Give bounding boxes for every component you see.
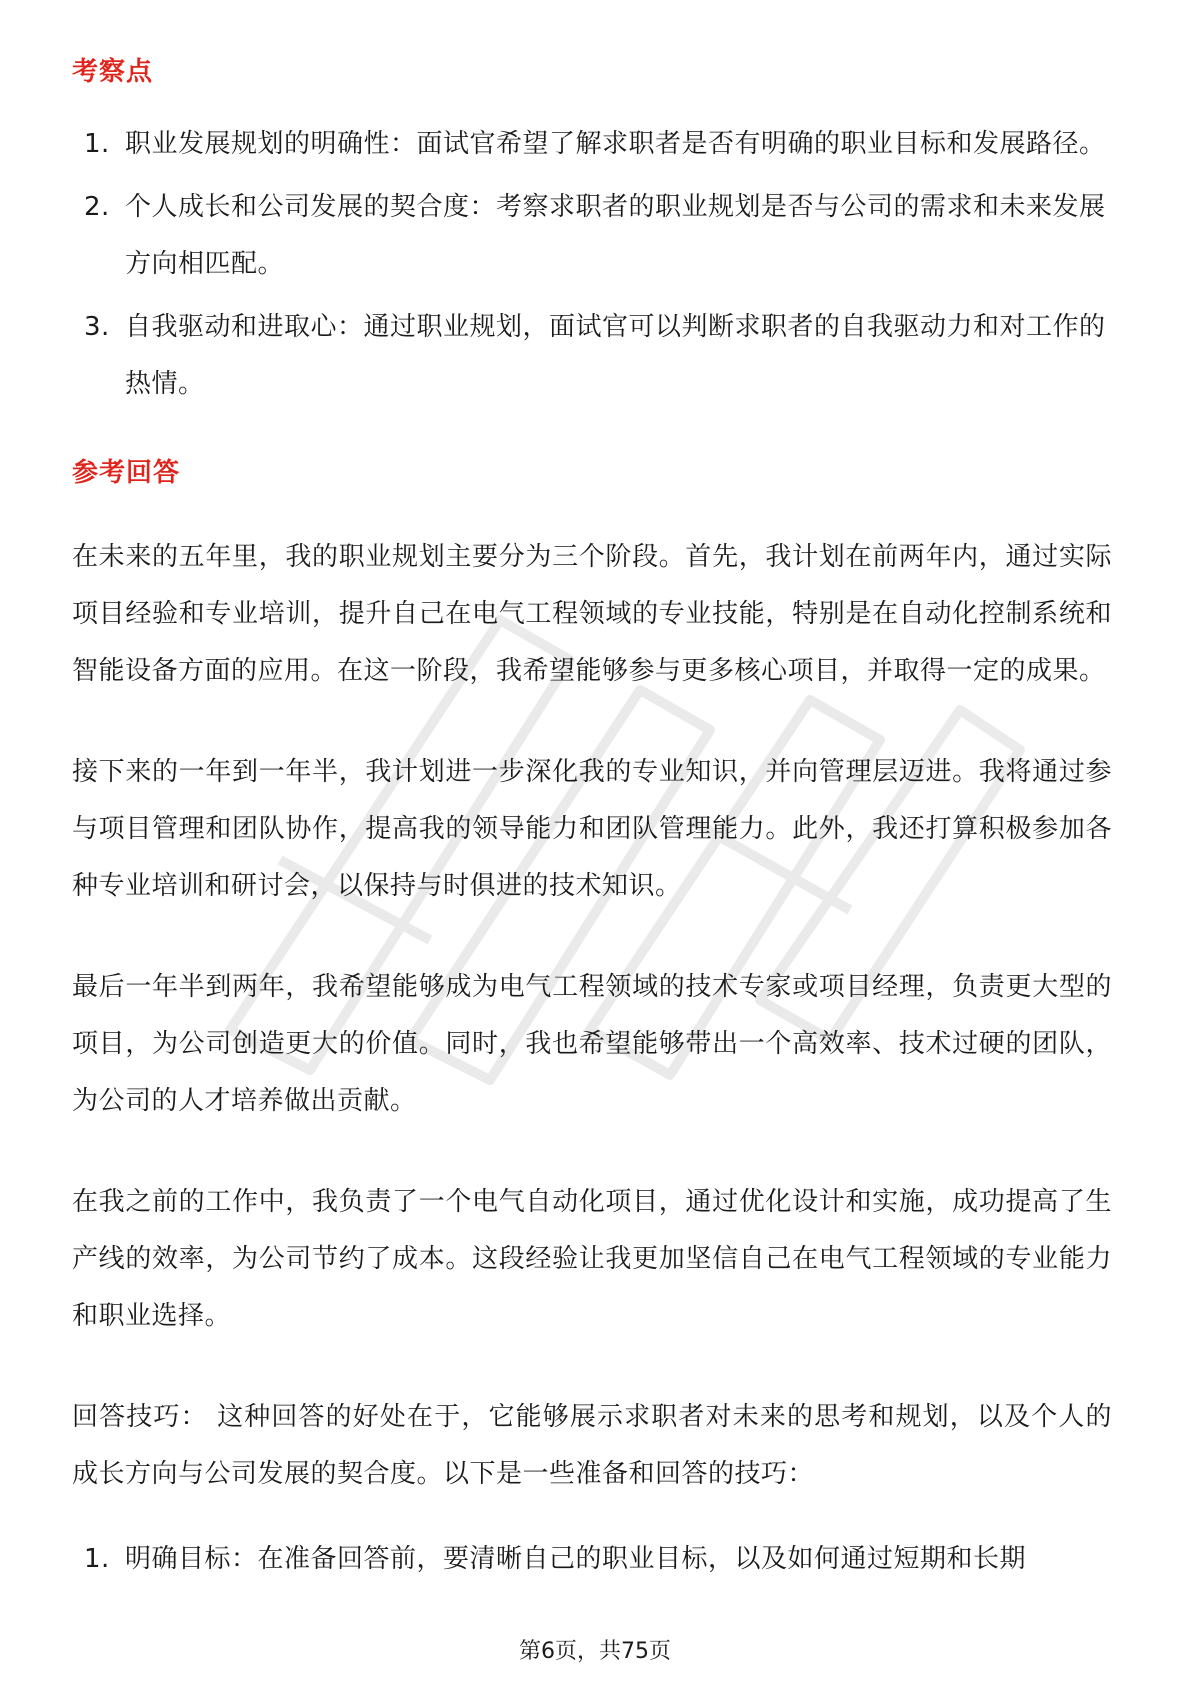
answer-paragraph: 在我之前的工作中，我负责了一个电气自动化项目，通过优化设计和实施，成功提高了生产线的效率，为公司节约了成本。这段经验让我更加坚信自己在电气工程领域的专业能力和职业选择。: [72, 1187, 1112, 1331]
answer-paragraph: 在未来的五年里，我的职业规划主要分为三个阶段。首先，我计划在前两年内，通过实际项目经验和专业培训，提升自己在电气工程领域的专业技能，特别是在自动化控制系统和智能设备方面的应用。在这一阶段，我希望能够参与更多核心项目，并取得一定的成果。: [72, 542, 1112, 686]
list-item-number: 3.: [84, 312, 110, 342]
answer-paragraph: 最后一年半到两年，我希望能够成为电气工程领域的技术专家或项目经理，负责更大型的项目，为公司创造更大的价值。同时，我也希望能够带出一个高效率、技术过硬的团队，为公司的人才培养做出贡献。: [72, 972, 1112, 1116]
answer-tips-intro: 回答技巧： 这种回答的好处在于，它能够展示求职者对未来的思考和规划，以及个人的成长方向与公司发展的契合度。以下是一些准备和回答的技巧：: [72, 1402, 1112, 1489]
section-heading-reference-answer: 参考回答: [72, 458, 181, 488]
list-item: [72, 1531, 1112, 1588]
tips-list: [72, 1531, 1112, 1588]
list-item-text: 个人成长和公司发展的契合度：考察求职者的职业规划是否与公司的需求和未来发展方向相匹配。: [125, 192, 1106, 279]
list-item-number: 2.: [84, 192, 110, 222]
page-footer: 第6页，共75页: [519, 1639, 671, 1664]
list-item: [72, 116, 1112, 173]
main-content: [72, 52, 1112, 1594]
answer-paragraph: 接下来的一年到一年半，我计划进一步深化我的专业知识，并向管理层迈进。我将通过参与项目管理和团队协作，提高我的领导能力和团队管理能力。此外，我还打算积极参加各种专业培训和研讨会，以保持与时俱进的技术知识。: [72, 757, 1112, 901]
list-item-text: 明确目标：在准备回答前，要清晰自己的职业目标，以及如何通过短期和长期: [125, 1544, 1027, 1574]
list-item-number: 1.: [84, 129, 110, 159]
list-item-text: 自我驱动和进取心：通过职业规划，面试官可以判断求职者的自我驱动力和对工作的热情。: [125, 312, 1106, 399]
list-item: [72, 299, 1112, 413]
list-item: [72, 179, 1112, 293]
exam-points-list: [72, 116, 1112, 413]
list-item-number: 1.: [84, 1544, 110, 1574]
list-item-text: 职业发展规划的明确性：面试官希望了解求职者是否有明确的职业目标和发展路径。: [125, 129, 1106, 159]
section-heading-exam-points: 考察点: [72, 57, 154, 87]
